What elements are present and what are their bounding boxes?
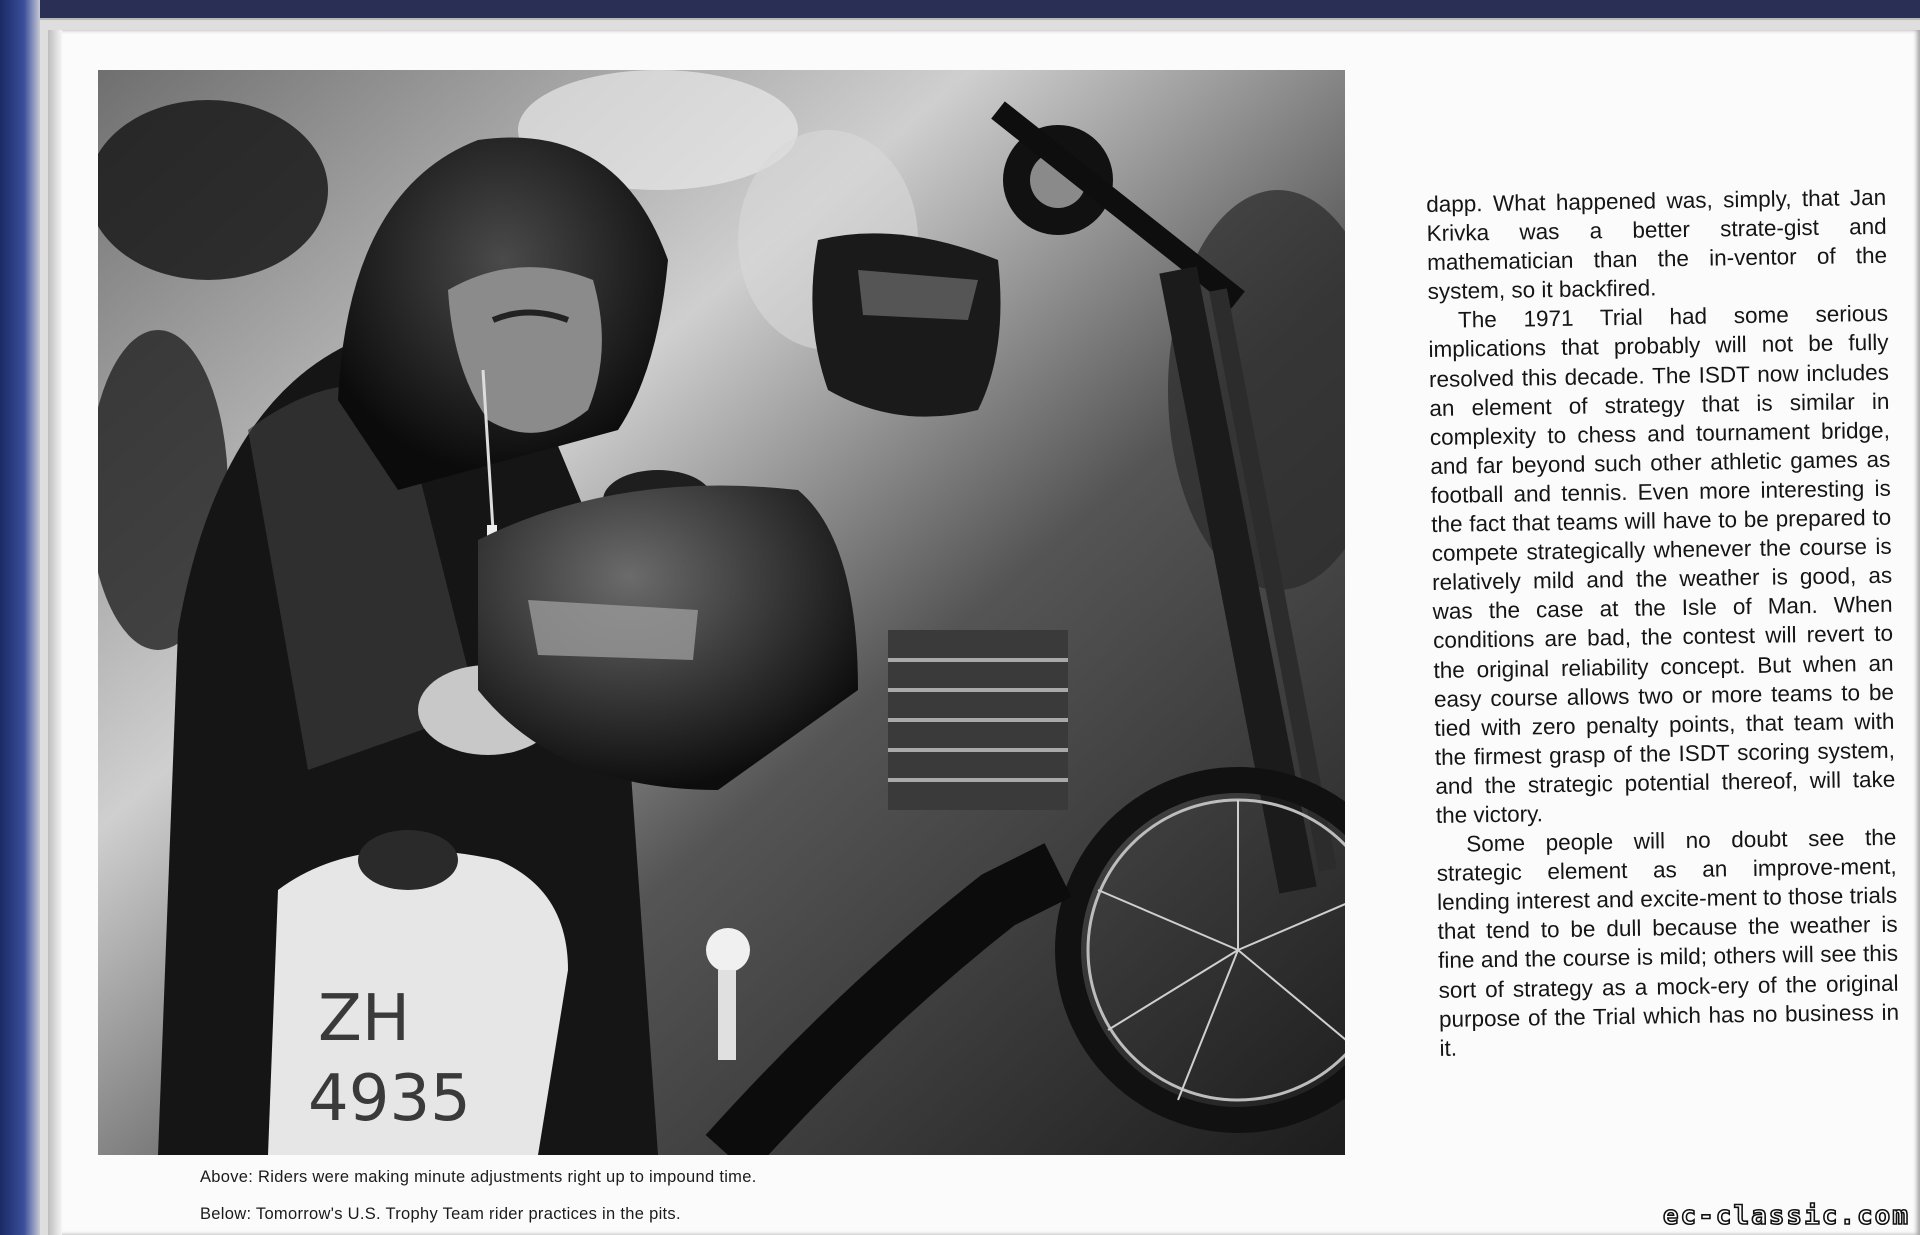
- article-column: [1426, 183, 1900, 1063]
- photo-caption-above: Above: Riders were making minute adjustments right up to impound time.: [200, 1168, 757, 1186]
- article-paragraph: The 1971 Trial had some serious implications that probably will not be fully resolved this decade. The ISDT now includes an element of strategy that is similar in complexity to chess and tournament bridge, and far beyond such other athletic games as football and tennis. Even more interesting is the fact that teams will have to be prepared to compete strategically whenever the course is relatively mild and the weather is good, as was the case at the Isle of Man. When conditions are bad, the contest will revert to the original reliability concept. But when an easy course allows two or more teams to be tied with zero penalty points, that team with the firmest grasp of the ISDT scoring system, and the strategic potential thereof, will take the victory.: [1428, 301, 1896, 828]
- book-cover-edge: [0, 0, 40, 1235]
- page-fold-shadow: [48, 30, 62, 1235]
- article-paragraph: Some people will no doubt see the strategic element as an improve-ment, lending interest and excite-ment to those trials that tend to be dull because the weather is fine and the course is mild; others will see this sort of strategy as a mock-ery of the original purpose of the Trial which has no business in it.: [1436, 824, 1900, 1061]
- site-watermark: ec-classic.com: [1662, 1201, 1910, 1231]
- photo-caption-below: Below: Tomorrow's U.S. Trophy Team rider practices in the pits.: [200, 1205, 681, 1223]
- plate-line2: 4935: [308, 1062, 471, 1136]
- magazine-page: [48, 30, 1920, 1235]
- article-paragraph: dapp. What happened was, simply, that Jan Krivka was a better strate-gist and mathematician than the in-ventor of the system, so it backfired.: [1426, 184, 1888, 305]
- motorcycle-photo: [98, 70, 1345, 1155]
- plate-line1: ZH: [318, 982, 410, 1056]
